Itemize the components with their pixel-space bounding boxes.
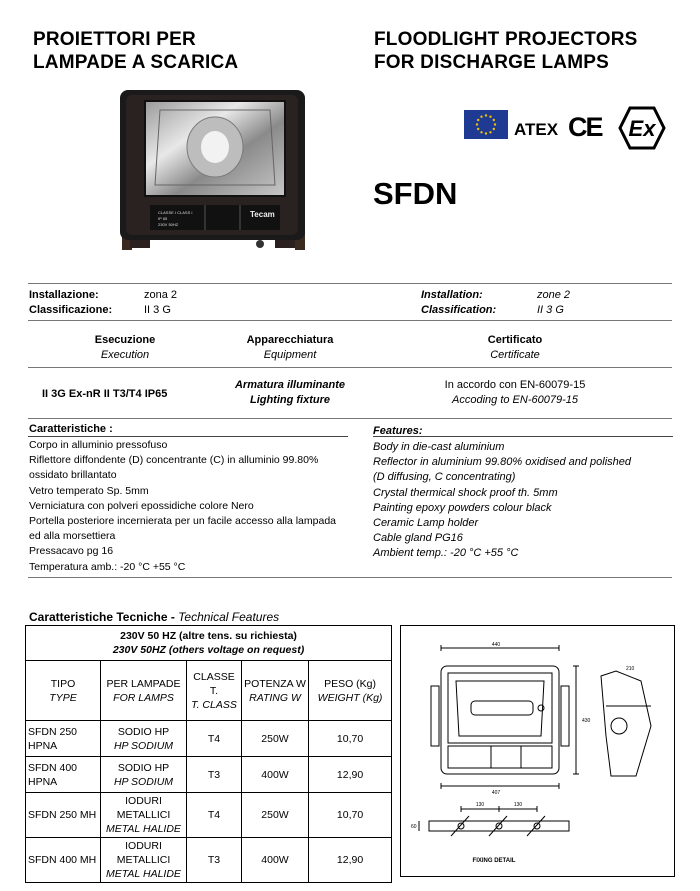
header-tclass: CLASSE T. T. CLASS [187,661,242,721]
model-name: SFDN [373,176,458,211]
certificate-header-en: Certificate [490,349,540,361]
cell-type: SFDN 250 HPNA [26,721,101,757]
header-weight: PESO (Kg) WEIGHT (Kg) [309,661,392,721]
header-lamps: PER LAMPADE FOR LAMPS [101,661,187,721]
title-italian [33,28,238,74]
feature-item-it: Corpo in alluminio pressofuso [29,439,168,451]
feature-item-it: ed alla morsettiera [29,530,116,543]
classification-label-it: Classificazione: [29,304,113,316]
eu-flag-icon [464,110,508,139]
fixing-detail-label: FIXING DETAIL [472,858,516,864]
execution-value: II 3G Ex-nR II T3/T4 IP65 [42,388,168,400]
voltage-en: 230V 50HZ (others voltage on request) [112,644,305,656]
feature-item-en: Cable gland PG16 [373,532,463,545]
cell-weight: 10,70 [309,721,392,757]
dim-fix-a: 130 [475,802,485,808]
table-header-row [26,661,392,721]
cell-power: 400W [242,757,309,793]
feature-item-en: Ambient temp.: -20 °C +55 °C [373,547,519,560]
cell-weight: 10,70 [309,793,392,838]
tech-table [25,625,392,883]
title-english-line-1: FLOODLIGHT PROJECTORS [374,29,638,50]
cell-power: 250W [242,793,309,838]
divider [28,283,672,284]
divider [28,436,348,437]
table-row [26,757,392,793]
feature-item-en: Body in die-cast aluminium [373,441,505,453]
dim-fix-c: 60 [411,824,417,830]
ce-mark: CE [568,112,602,142]
equipment-value-en: Lighting fixture [249,394,331,406]
cell-lamp: SODIO HP HP SODIUM [101,721,187,757]
equipment-value [205,378,375,408]
tech-heading [29,610,279,624]
features-heading-en: Features: [373,425,423,437]
title-english-line-2: FOR DISCHARGE LAMPS [374,52,609,73]
divider [373,436,673,437]
classification-value-en: II 3 G [537,304,564,316]
certificate-value-en: Accoding to EN-60079-15 [452,394,578,406]
installation-value-it: zona 2 [144,289,178,301]
title-italian-line-1: PROIETTORI PER [33,29,196,50]
cell-lamp: IODURI METALLICI METAL HALIDE [101,838,187,883]
execution-header-it: Esecuzione [94,334,156,346]
tech-heading-it: Caratteristiche Tecniche - [29,610,179,624]
feature-item-it: ossidato brillantato [29,469,117,482]
features-heading-it: Caratteristiche : [29,423,113,435]
certificate-header [415,333,615,363]
equipment-header-en: Equipment [263,349,317,361]
photo-label-line-1: CLASSE I CLASS I [158,210,193,215]
features-list-it [29,438,369,575]
divider [28,367,672,368]
cell-tclass: T3 [187,838,242,883]
dim-bottom: 407 [491,790,501,796]
cell-weight: 12,90 [309,757,392,793]
header-type: TIPO TYPE [26,661,101,721]
cell-tclass: T4 [187,721,242,757]
product-photo [110,85,315,260]
feature-item-en: Crystal thermical shock proof th. 5mm [373,486,558,499]
cell-type: SFDN 400 MH [26,838,101,883]
table-row [26,838,392,883]
title-italian-line-2: LAMPADE A SCARICA [33,52,239,73]
certificate-value [415,378,615,408]
feature-item-en: (D diffusing, C concentrating) [373,471,516,484]
ex-hexagon-icon [618,106,666,150]
cell-type: SFDN 400 HPNA [26,757,101,793]
installation-label-en: Installation: [421,289,483,301]
dim-width: 440 [491,642,501,648]
execution-header [40,333,210,363]
feature-item-en: Reflector in aluminium 99.80% oxidised and polished [373,456,632,469]
header-power: POTENZA W RATING W [242,661,309,721]
feature-item-it: Riflettore diffondente (D) concentrante (C) in alluminio 99.80% [29,454,319,467]
photo-label-line-3: 230V 50HZ [158,222,179,227]
atex-mark: ATEX [514,120,559,139]
feature-item-it: Portella posteriore incernierata per un facile accesso alla lampada [29,515,337,528]
installation-label-it: Installazione: [29,289,99,301]
cell-tclass: T3 [187,757,242,793]
dim-depth: 210 [626,666,635,672]
voltage-cell [26,626,392,661]
cell-lamp: IODURI METALLICI METAL HALIDE [101,793,187,838]
classification-label-en: Classification: [421,304,497,316]
feature-item-it: Pressacavo pg 16 [29,545,114,558]
table-row [26,793,392,838]
cell-weight: 12,90 [309,838,392,883]
title-english [374,28,638,74]
cell-power: 250W [242,721,309,757]
feature-item-en: Painting epoxy powders colour black [373,501,552,514]
features-list-en [373,440,673,562]
classification-value-it: II 3 G [144,304,171,316]
dim-height: 430 [582,718,591,724]
feature-item-en: Ceramic Lamp holder [373,517,479,530]
cell-lamp: SODIO HP HP SODIUM [101,757,187,793]
divider [28,418,672,419]
ex-mark-text: Ex [628,116,656,141]
cell-power: 400W [242,838,309,883]
installation-value-en: zone 2 [537,289,571,301]
cell-tclass: T4 [187,793,242,838]
feature-item-it: Vetro temperato Sp. 5mm [29,484,149,497]
equipment-header [205,333,375,363]
technical-drawing [400,625,675,877]
feature-item-it: Temperatura amb.: -20 °C +55 °C [29,560,186,573]
photo-brand: Tecam [250,210,275,219]
voltage-it: 230V 50 HZ (altre tens. su richiesta) [120,630,297,642]
certificate-header-it: Certificato [487,334,543,346]
feature-item-it: Verniciatura con polveri epossidiche colore Nero [29,499,254,512]
voltage-row [26,626,392,661]
dim-fix-b: 130 [513,802,523,808]
tech-heading-en: Technical Features [178,610,280,624]
execution-header-en: Execution [100,349,150,361]
divider [28,320,672,321]
equipment-value-it: Armatura illuminante [234,379,346,391]
cell-type: SFDN 250 MH [26,793,101,838]
certificate-value-it: In accordo con EN-60079-15 [444,379,586,391]
photo-label-line-2: IP 65 [158,216,168,221]
divider [28,577,672,578]
equipment-header-it: Apparecchiatura [246,334,334,346]
table-row [26,721,392,757]
